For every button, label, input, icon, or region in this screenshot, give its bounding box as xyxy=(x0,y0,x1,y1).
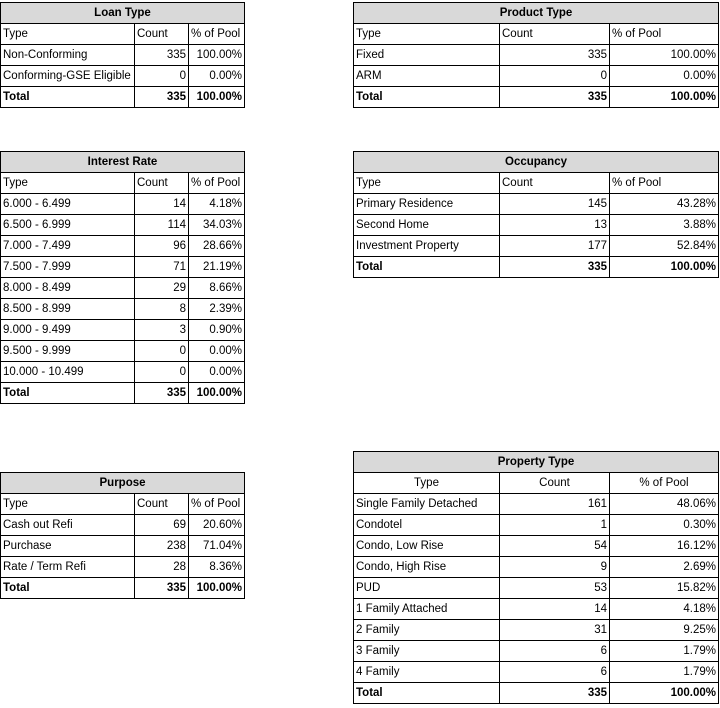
column-header-pct: % of Pool xyxy=(189,173,245,194)
table-row xyxy=(354,620,719,641)
row-type: 1 Family Attached xyxy=(354,599,500,620)
row-type: PUD xyxy=(354,578,500,599)
row-count: 14 xyxy=(135,194,189,215)
total-count: 335 xyxy=(135,578,189,599)
row-type: 9.500 - 9.999 xyxy=(1,341,135,362)
row-type: Non-Conforming xyxy=(1,45,135,66)
row-pct: 2.39% xyxy=(189,299,245,320)
total-pct: 100.00% xyxy=(189,87,245,108)
row-count: 238 xyxy=(135,536,189,557)
column-header-pct: % of Pool xyxy=(610,173,719,194)
column-header-type: Type xyxy=(354,24,500,45)
row-pct: 52.84% xyxy=(610,236,719,257)
row-count: 161 xyxy=(500,494,610,515)
row-type: Purchase xyxy=(1,536,135,557)
row-count: 0 xyxy=(135,66,189,87)
row-pct: 2.69% xyxy=(610,557,719,578)
total-count: 335 xyxy=(500,683,610,704)
row-count: 69 xyxy=(135,515,189,536)
table-row xyxy=(354,45,719,66)
row-count: 96 xyxy=(135,236,189,257)
total-pct: 100.00% xyxy=(610,683,719,704)
table-row xyxy=(354,599,719,620)
purpose-table xyxy=(0,472,245,599)
total-pct: 100.00% xyxy=(189,578,245,599)
row-count: 0 xyxy=(135,341,189,362)
row-count: 31 xyxy=(500,620,610,641)
table-row xyxy=(354,494,719,515)
table-row xyxy=(1,278,245,299)
row-type: ARM xyxy=(354,66,500,87)
row-type: 7.000 - 7.499 xyxy=(1,236,135,257)
table-row xyxy=(354,662,719,683)
total-label: Total xyxy=(354,87,500,108)
row-type: Fixed xyxy=(354,45,500,66)
row-pct: 16.12% xyxy=(610,536,719,557)
row-pct: 0.90% xyxy=(189,320,245,341)
column-header-pct: % of Pool xyxy=(610,24,719,45)
total-pct: 100.00% xyxy=(610,87,719,108)
row-pct: 1.79% xyxy=(610,641,719,662)
row-pct: 0.00% xyxy=(189,66,245,87)
row-count: 29 xyxy=(135,278,189,299)
row-count: 0 xyxy=(135,362,189,383)
row-count: 54 xyxy=(500,536,610,557)
row-pct: 3.88% xyxy=(610,215,719,236)
table-title: Purpose xyxy=(1,473,245,494)
row-count: 13 xyxy=(500,215,610,236)
total-row xyxy=(354,87,719,108)
row-pct: 21.19% xyxy=(189,257,245,278)
total-label: Total xyxy=(1,578,135,599)
total-count: 335 xyxy=(500,257,610,278)
row-count: 6 xyxy=(500,662,610,683)
table-row xyxy=(354,578,719,599)
row-count: 114 xyxy=(135,215,189,236)
row-type: 8.000 - 8.499 xyxy=(1,278,135,299)
column-header-type: Type xyxy=(354,173,500,194)
row-count: 3 xyxy=(135,320,189,341)
row-pct: 48.06% xyxy=(610,494,719,515)
table-row xyxy=(354,66,719,87)
row-pct: 71.04% xyxy=(189,536,245,557)
row-type: 10.000 - 10.499 xyxy=(1,362,135,383)
total-label: Total xyxy=(1,383,135,404)
row-pct: 0.00% xyxy=(610,66,719,87)
row-type: Condotel xyxy=(354,515,500,536)
column-header-type: Type xyxy=(1,173,135,194)
table-row xyxy=(1,341,245,362)
table-row xyxy=(1,66,245,87)
interest-rate-table xyxy=(0,151,245,404)
table-row xyxy=(1,257,245,278)
total-label: Total xyxy=(1,87,135,108)
column-header-count: Count xyxy=(135,24,189,45)
table-row xyxy=(1,515,245,536)
row-type: Rate / Term Refi xyxy=(1,557,135,578)
row-type: Primary Residence xyxy=(354,194,500,215)
table-row xyxy=(1,236,245,257)
total-row xyxy=(1,87,245,108)
row-pct: 15.82% xyxy=(610,578,719,599)
table-title: Interest Rate xyxy=(1,152,245,173)
row-type: 8.500 - 8.999 xyxy=(1,299,135,320)
row-type: 7.500 - 7.999 xyxy=(1,257,135,278)
column-header-count: Count xyxy=(135,494,189,515)
row-count: 335 xyxy=(135,45,189,66)
table-row xyxy=(1,536,245,557)
row-pct: 100.00% xyxy=(610,45,719,66)
row-pct: 0.30% xyxy=(610,515,719,536)
column-header-type: Type xyxy=(1,24,135,45)
row-pct: 9.25% xyxy=(610,620,719,641)
total-pct: 100.00% xyxy=(610,257,719,278)
table-row xyxy=(354,536,719,557)
row-pct: 1.79% xyxy=(610,662,719,683)
table-row xyxy=(354,236,719,257)
row-count: 6 xyxy=(500,641,610,662)
loan-type-table xyxy=(0,2,245,108)
row-pct: 28.66% xyxy=(189,236,245,257)
row-count: 145 xyxy=(500,194,610,215)
table-row xyxy=(1,194,245,215)
table-row xyxy=(1,299,245,320)
column-header-count: Count xyxy=(500,24,610,45)
table-title: Loan Type xyxy=(1,3,245,24)
column-header-count: Count xyxy=(500,473,610,494)
row-count: 71 xyxy=(135,257,189,278)
row-type: 3 Family xyxy=(354,641,500,662)
row-count: 1 xyxy=(500,515,610,536)
row-count: 9 xyxy=(500,557,610,578)
table-row xyxy=(1,557,245,578)
total-label: Total xyxy=(354,683,500,704)
row-type: 2 Family xyxy=(354,620,500,641)
row-pct: 34.03% xyxy=(189,215,245,236)
table-row xyxy=(354,215,719,236)
row-count: 53 xyxy=(500,578,610,599)
total-pct: 100.00% xyxy=(189,383,245,404)
table-row xyxy=(1,45,245,66)
row-pct: 43.28% xyxy=(610,194,719,215)
row-count: 0 xyxy=(500,66,610,87)
row-type: 9.000 - 9.499 xyxy=(1,320,135,341)
row-pct: 20.60% xyxy=(189,515,245,536)
table-row xyxy=(354,194,719,215)
row-pct: 0.00% xyxy=(189,341,245,362)
column-header-type: Type xyxy=(354,473,500,494)
total-row xyxy=(1,578,245,599)
column-header-count: Count xyxy=(500,173,610,194)
total-row xyxy=(1,383,245,404)
row-count: 177 xyxy=(500,236,610,257)
column-header-pct: % of Pool xyxy=(189,24,245,45)
row-type: Second Home xyxy=(354,215,500,236)
total-count: 335 xyxy=(135,383,189,404)
row-count: 8 xyxy=(135,299,189,320)
row-type: Condo, High Rise xyxy=(354,557,500,578)
row-pct: 8.66% xyxy=(189,278,245,299)
row-pct: 4.18% xyxy=(189,194,245,215)
total-label: Total xyxy=(354,257,500,278)
row-pct: 0.00% xyxy=(189,362,245,383)
row-type: 4 Family xyxy=(354,662,500,683)
row-count: 28 xyxy=(135,557,189,578)
row-pct: 4.18% xyxy=(610,599,719,620)
row-type: 6.500 - 6.999 xyxy=(1,215,135,236)
column-header-count: Count xyxy=(135,173,189,194)
column-header-pct: % of Pool xyxy=(189,494,245,515)
table-row xyxy=(1,215,245,236)
total-row xyxy=(354,257,719,278)
row-type: Condo, Low Rise xyxy=(354,536,500,557)
row-type: Single Family Detached xyxy=(354,494,500,515)
total-count: 335 xyxy=(500,87,610,108)
table-row xyxy=(354,557,719,578)
occupancy-table xyxy=(353,151,719,278)
product-type-table xyxy=(353,2,719,108)
table-title: Product Type xyxy=(354,3,719,24)
row-count: 335 xyxy=(500,45,610,66)
table-row xyxy=(1,362,245,383)
row-count: 14 xyxy=(500,599,610,620)
column-header-pct: % of Pool xyxy=(610,473,719,494)
row-type: Cash out Refi xyxy=(1,515,135,536)
total-row xyxy=(354,683,719,704)
total-count: 335 xyxy=(135,87,189,108)
row-type: Investment Property xyxy=(354,236,500,257)
table-title: Property Type xyxy=(354,452,719,473)
property-type-table xyxy=(353,451,719,704)
row-type: 6.000 - 6.499 xyxy=(1,194,135,215)
table-row xyxy=(354,515,719,536)
table-row xyxy=(1,320,245,341)
column-header-type: Type xyxy=(1,494,135,515)
table-title: Occupancy xyxy=(354,152,719,173)
row-pct: 8.36% xyxy=(189,557,245,578)
row-type: Conforming-GSE Eligible xyxy=(1,66,135,87)
row-pct: 100.00% xyxy=(189,45,245,66)
table-row xyxy=(354,641,719,662)
